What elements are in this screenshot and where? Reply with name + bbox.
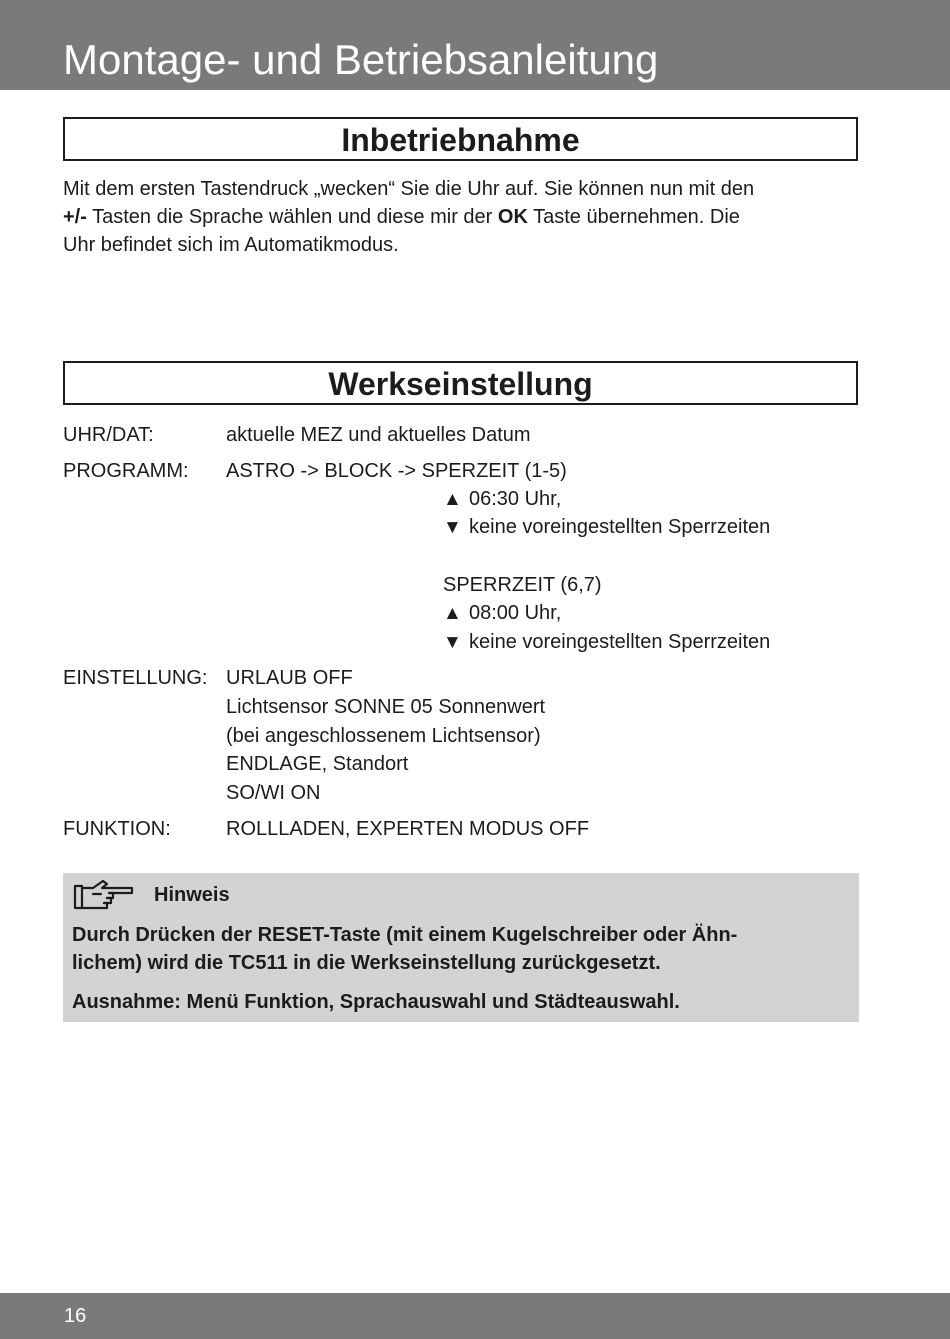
header-bar [0, 0, 950, 90]
block1-down-text: keine voreingestellten Sperrzeiten [469, 516, 771, 538]
paragraph-line-2-text: Tasten die Sprache wählen und diese mir der [86, 206, 498, 228]
hint-exception-text: Ausnahme: Menü Funktion, Sprachauswahl und Städteauswahl. [72, 991, 680, 1013]
paragraph-line-2-end: Taste übernehmen. Die [527, 206, 740, 228]
einstellung-line: (bei angeschlossenem Lichtsensor) [226, 725, 541, 747]
einstellung-line: Lichtsensor SONNE 05 Sonnenwert [226, 696, 546, 718]
section-heading-werkseinstellung: Werkseinstellung [63, 361, 858, 405]
hint-title: Hinweis [154, 884, 230, 906]
funktion-value: ROLLLADEN, EXPERTEN MODUS OFF [226, 818, 590, 840]
block2-up-text: 08:00 Uhr, [469, 602, 562, 624]
block1-up-row [443, 485, 561, 514]
down-arrow-icon: ▼ [443, 632, 462, 653]
funktion-label: FUNKTION: [63, 818, 171, 840]
block2-down-text: keine voreingestellten Sperrzeiten [469, 631, 771, 653]
programm-value: ASTRO -> BLOCK -> SPERZEIT (1-5) [226, 460, 567, 482]
hint-box [63, 873, 859, 1022]
hint-reset-line-2: lichem) wird die TC511 in die Werkseinstellung zurückgesetzt. [72, 952, 661, 974]
hint-reset-text [72, 921, 852, 977]
uhr-dat-label: UHR/DAT: [63, 424, 154, 446]
ok-key: OK [497, 206, 528, 228]
page-number: 16 [64, 1305, 87, 1327]
down-arrow-icon: ▼ [443, 517, 462, 538]
programm-label: PROGRAMM: [63, 460, 189, 482]
document-title: Montage- und Betriebsanleitung [63, 36, 659, 83]
up-arrow-icon: ▲ [443, 489, 462, 510]
block1-up-text: 06:30 Uhr, [469, 488, 562, 510]
einstellung-line: ENDLAGE, Standort [226, 753, 409, 775]
paragraph-line-2 [63, 203, 859, 231]
block2-up-row [443, 599, 561, 628]
block2-title: SPERRZEIT (6,7) [443, 574, 602, 596]
paragraph-line-1: Mit dem ersten Tastendruck „wecken“ Sie die Uhr auf. Sie können nun mit den [63, 178, 755, 200]
hint-reset-line-1: Durch Drücken der RESET-Taste (mit einem Kugelschreiber oder Ähn- [72, 924, 738, 946]
einstellung-line: SO/WI ON [226, 782, 321, 804]
up-arrow-icon: ▲ [443, 603, 462, 624]
uhr-dat-value: aktuelle MEZ und aktuelles Datum [226, 424, 531, 446]
block1-down-row [443, 513, 770, 542]
footer-bar [0, 1293, 950, 1339]
einstellung-line: URLAUB OFF [226, 667, 353, 689]
block2-down-row [443, 628, 770, 657]
pointing-hand-icon [73, 878, 135, 912]
section-heading-inbetriebnahme: Inbetriebnahme [63, 117, 858, 161]
paragraph-line-3: Uhr befindet sich im Automatikmodus. [63, 234, 399, 256]
einstellung-label: EINSTELLUNG: [63, 667, 208, 689]
plus-minus-keys: +/- [63, 206, 87, 228]
inbetriebnahme-paragraph [63, 175, 859, 259]
